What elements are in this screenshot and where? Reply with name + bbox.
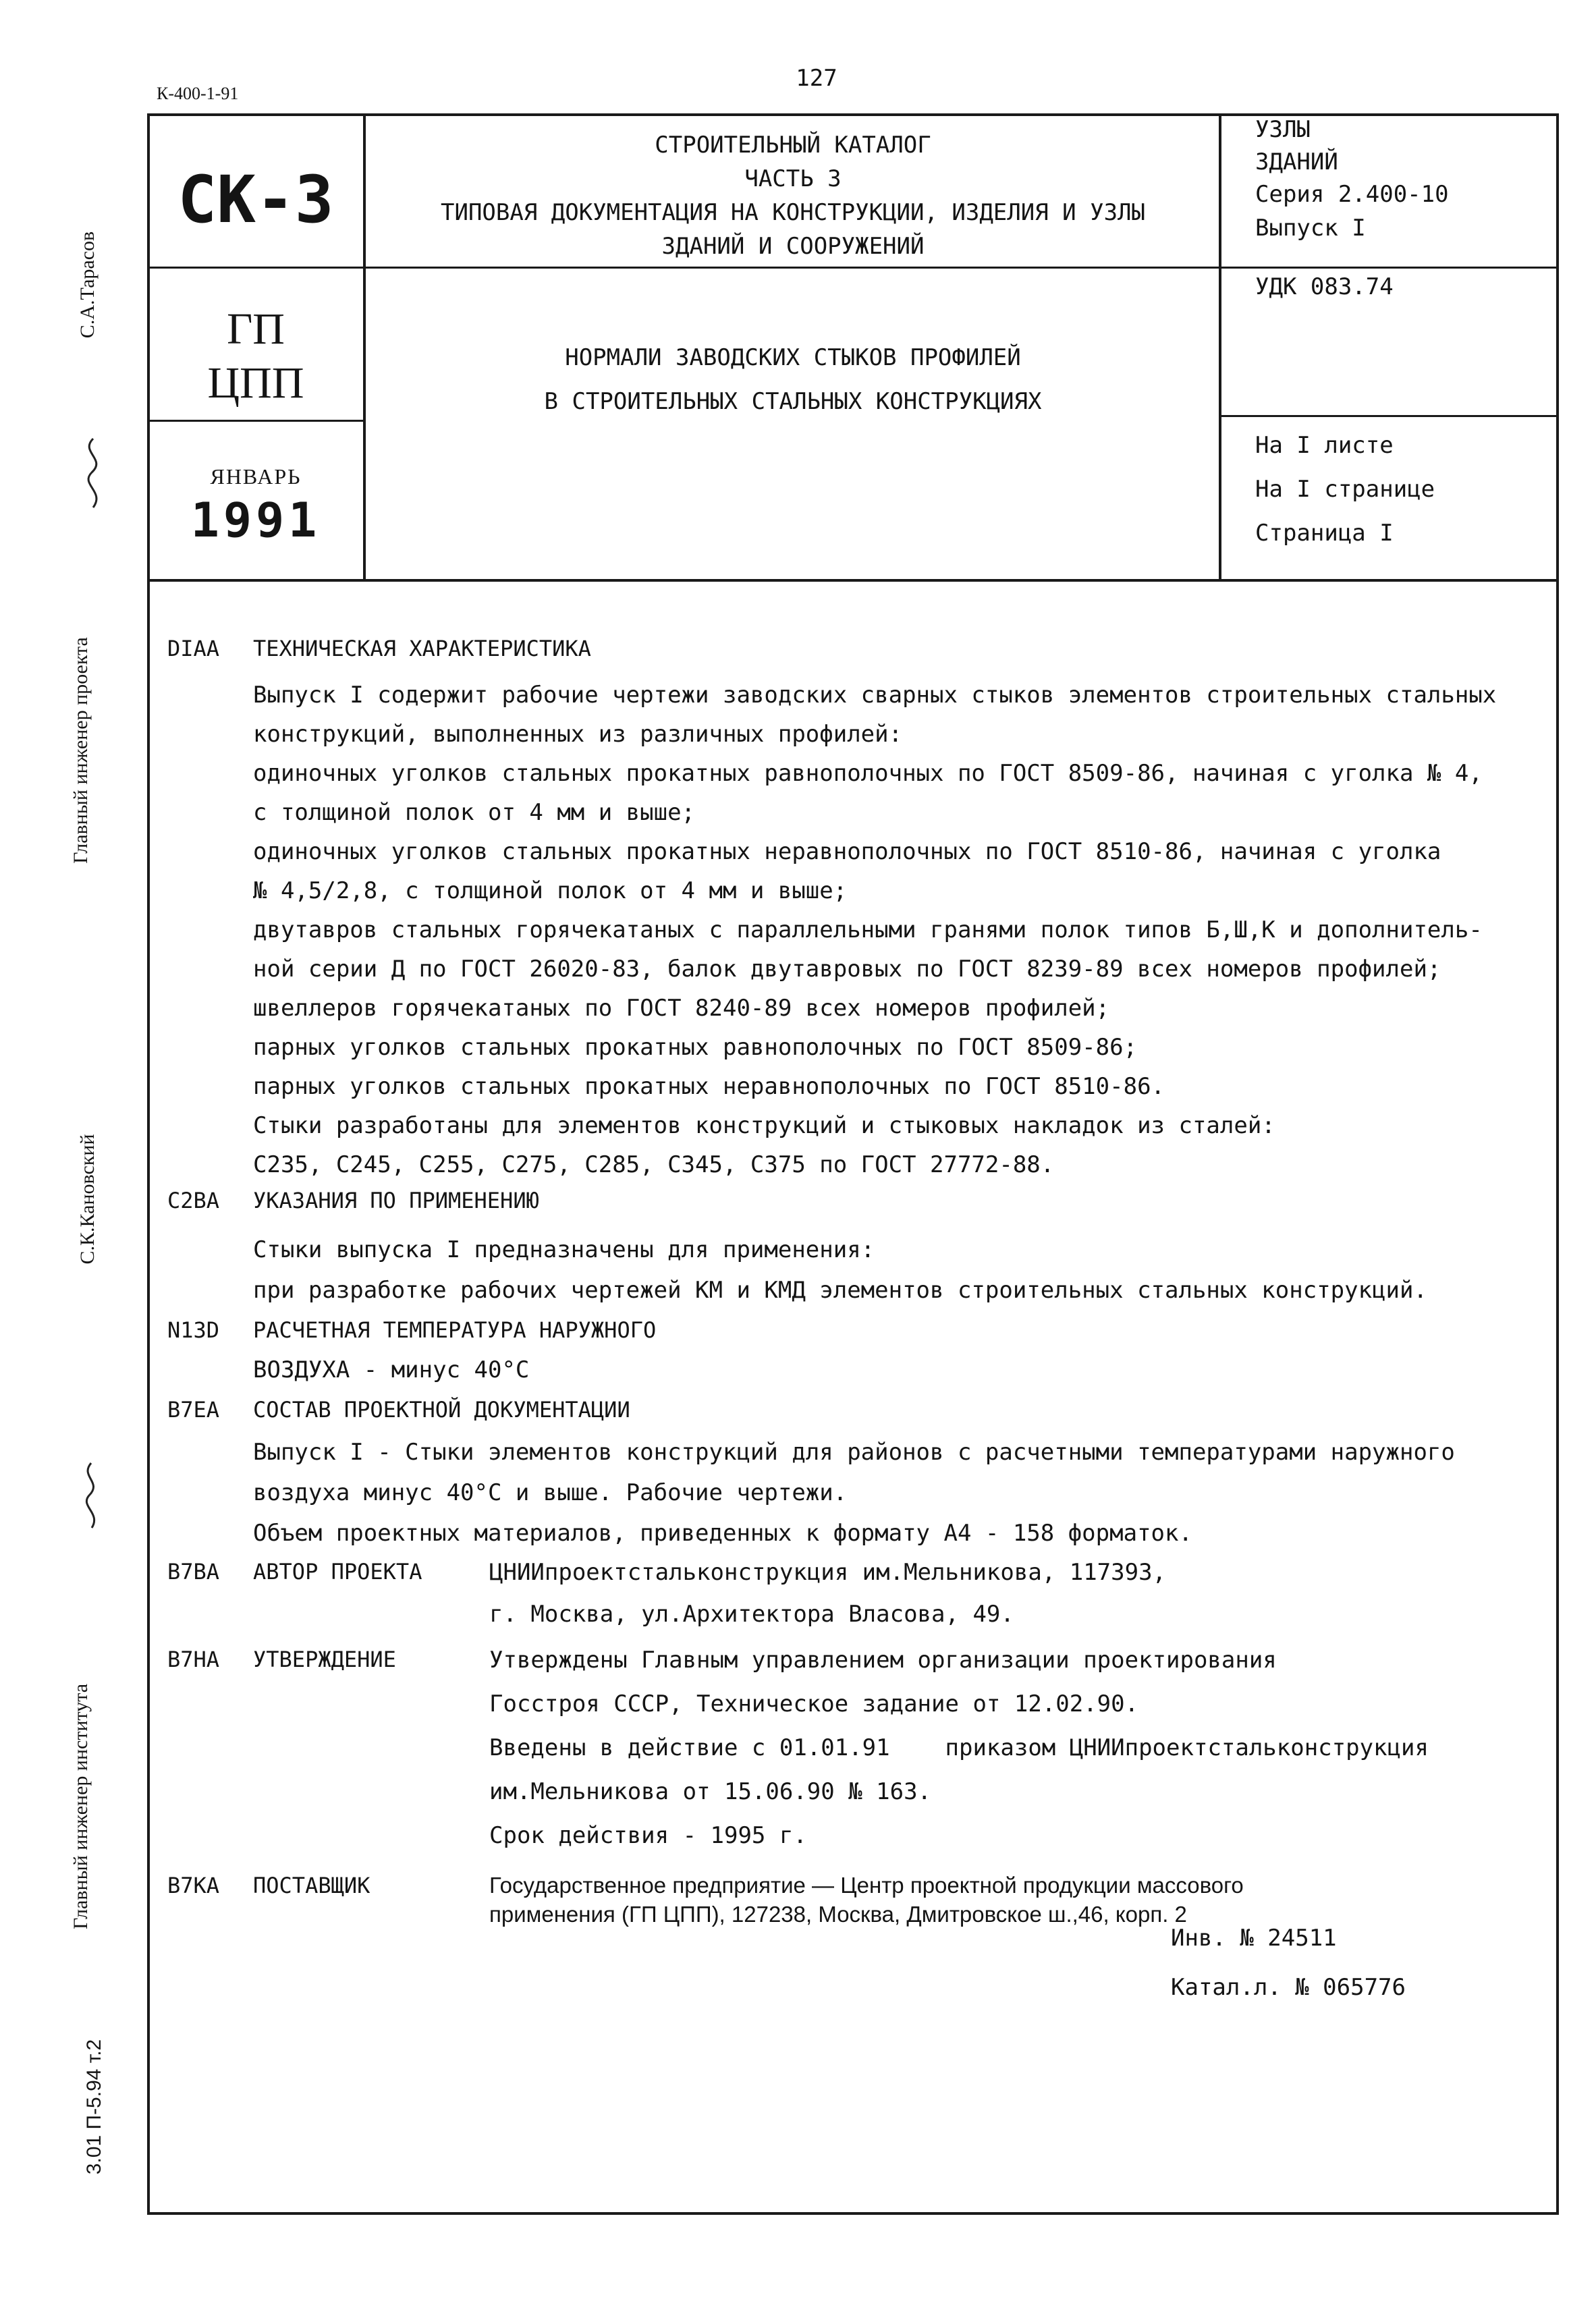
side-label-project-engineer: Главный инженер проекта xyxy=(70,637,92,864)
side-label-doc-number: 3.01 П-5.94 т.2 xyxy=(83,2039,105,2175)
catalog-line-2: ЧАСТЬ 3 xyxy=(744,165,842,192)
header-hline-1 xyxy=(147,267,1559,269)
side-label-institute-engineer: Главный инженер института xyxy=(70,1683,92,1930)
header-vline-1 xyxy=(363,113,366,580)
frame-top xyxy=(147,113,1559,116)
sk-code: СК-3 xyxy=(177,162,334,238)
tech-line: Стыки разработаны для элементов конструкций и стыковых накладок из сталей: xyxy=(253,1112,1275,1139)
frame-right xyxy=(1556,113,1559,2215)
temp-value: ВОЗДУХА - минус 40°С xyxy=(253,1356,530,1383)
tech-line: швеллеров горячекатаных по ГОСТ 8240-89 всех номеров профилей; xyxy=(253,995,1110,1022)
sheet-line-1: На I листе xyxy=(1255,432,1394,459)
header-hline-2-left xyxy=(147,420,364,422)
side-label-engineer-name: С.А.Тарасов xyxy=(76,231,99,339)
right-top-line-1: УЗЛЫ xyxy=(1255,116,1311,143)
section-heading-approval: УТВЕРЖДЕНИЕ xyxy=(253,1647,396,1672)
org-line-1: ГП xyxy=(227,304,285,354)
docs-line: воздуха минус 40°С и выше. Рабочие чертежи. xyxy=(253,1479,848,1506)
inventory-number: Инв. № 24511 xyxy=(1171,1925,1337,1952)
catalog-number: Катал.л. № 065776 xyxy=(1171,1974,1406,2001)
section-code-author: B7BA xyxy=(167,1559,220,1585)
right-top-line-2: ЗДАНИЙ xyxy=(1255,148,1338,175)
sheet-line-2: На I странице xyxy=(1255,476,1435,503)
section-heading-usage: УКАЗАНИЯ ПО ПРИМЕНЕНИЮ xyxy=(253,1188,539,1213)
tech-line: парных уголков стальных прокатных равнополочных по ГОСТ 8509-86; xyxy=(253,1034,1138,1061)
signature-1 xyxy=(73,432,113,513)
tech-line: конструкций, выполненных из различных профилей: xyxy=(253,721,903,748)
catalog-line-1: СТРОИТЕЛЬНЫЙ КАТАЛОГ xyxy=(655,132,931,159)
tech-line: № 4,5/2,8, с толщиной полок от 4 мм и выше; xyxy=(253,877,848,904)
section-code-approval: B7HA xyxy=(167,1647,220,1672)
author-line: ЦНИИпроектстальконструкция им.Мельникова, 117393, xyxy=(489,1559,1167,1586)
section-heading-author: АВТОР ПРОЕКТА xyxy=(253,1559,422,1585)
header-vline-2 xyxy=(1219,113,1221,580)
usage-line: при разработке рабочих чертежей КМ и КМД элементов строительных стальных конструкций. xyxy=(253,1277,1427,1304)
section-heading-docs: СОСТАВ ПРОЕКТНОЙ ДОКУМЕНТАЦИИ xyxy=(253,1397,630,1423)
author-line: г. Москва, ул.Архитектора Власова, 49. xyxy=(489,1601,1014,1628)
org-line-2: ЦПП xyxy=(207,358,304,408)
frame-bottom xyxy=(147,2212,1559,2215)
side-label-kanovsky: С.К.Кановский xyxy=(76,1134,99,1265)
month: ЯНВАРЬ xyxy=(210,464,302,489)
catalog-line-4: ЗДАНИЙ И СООРУЖЕНИЙ xyxy=(661,233,925,260)
tech-line: одиночных уголков стальных прокатных равнополочных по ГОСТ 8509-86, начиная с уголка № 4, xyxy=(253,760,1483,787)
docs-line: Выпуск I - Стыки элементов конструкций для районов с расчетными температурами наружного xyxy=(253,1439,1455,1466)
approval-line: Утверждены Главным управлением организации проектирования xyxy=(489,1647,1277,1674)
catalog-code: К-400-1-91 xyxy=(157,84,239,103)
title-line-1: НОРМАЛИ ЗАВОДСКИХ СТЫКОВ ПРОФИЛЕЙ xyxy=(565,344,1021,371)
header-bottom-border xyxy=(147,579,1559,582)
approval-line: им.Мельникова от 15.06.90 № 163. xyxy=(489,1778,932,1805)
tech-line: одиночных уголков стальных прокатных неравнополочных по ГОСТ 8510-86, начиная с уголка xyxy=(253,838,1441,865)
signature-2 xyxy=(74,1458,108,1532)
section-code-supplier: B7KA xyxy=(167,1873,220,1898)
section-heading-tech: ТЕХНИЧЕСКАЯ ХАРАКТЕРИСТИКА xyxy=(253,636,591,661)
tech-line: С235, С245, С255, С275, С285, С345, С375 по ГОСТ 27772-88. xyxy=(253,1151,1055,1178)
tech-line: двутавров стальных горячекатаных с параллельными гранями полок типов Б,Ш,К и дополнитель- xyxy=(253,916,1483,943)
page-number: 127 xyxy=(796,65,837,92)
section-code-usage: C2BA xyxy=(167,1188,220,1213)
right-top-line-3: Серия 2.400-10 xyxy=(1255,181,1449,208)
sheet-line-3: Страница I xyxy=(1255,520,1394,547)
supplier-line: Государственное предприятие — Центр проектной продукции массового xyxy=(489,1873,1244,1898)
section-code-tech: DIAA xyxy=(167,636,220,661)
tech-line: Выпуск I содержит рабочие чертежи заводских сварных стыков элементов строительных стальных xyxy=(253,682,1497,709)
usage-line: Стыки выпуска I предназначены для применения: xyxy=(253,1236,875,1263)
approval-line: Срок действия - 1995 г. xyxy=(489,1822,807,1849)
section-heading-temp: РАСЧЕТНАЯ ТЕМПЕРАТУРА НАРУЖНОГО xyxy=(253,1317,657,1343)
section-code-docs: B7EA xyxy=(167,1397,220,1423)
tech-line: парных уголков стальных прокатных неравнополочных по ГОСТ 8510-86. xyxy=(253,1073,1165,1100)
title-line-2: В СТРОИТЕЛЬНЫХ СТАЛЬНЫХ КОНСТРУКЦИЯХ xyxy=(544,388,1042,415)
tech-line: ной серии Д по ГОСТ 26020-83, балок двутавровых по ГОСТ 8239-89 всех номеров профилей; xyxy=(253,956,1441,983)
tech-line: с толщиной полок от 4 мм и выше; xyxy=(253,799,696,826)
approval-line: Госстроя СССР, Техническое задание от 12.02.90. xyxy=(489,1690,1139,1717)
supplier-line: применения (ГП ЦПП), 127238, Москва, Дмитровское ш.,46, корп. 2 xyxy=(489,1902,1187,1927)
right-top-line-4: Выпуск I xyxy=(1255,215,1366,242)
section-heading-supplier: ПОСТАВЩИК xyxy=(253,1873,370,1898)
docs-line: Объем проектных материалов, приведенных к формату А4 - 158 форматок. xyxy=(253,1520,1192,1547)
catalog-line-3: ТИПОВАЯ ДОКУМЕНТАЦИЯ НА КОНСТРУКЦИИ, ИЗДЕЛИЯ И УЗЛЫ xyxy=(441,199,1145,226)
year: 1991 xyxy=(190,493,321,548)
frame-left xyxy=(147,113,150,2215)
section-code-temp: N13D xyxy=(167,1317,220,1343)
approval-line: Введены в действие с 01.01.91 приказом ЦНИИпроектстальконструкция xyxy=(489,1734,1429,1761)
udk: УДК 083.74 xyxy=(1255,273,1394,300)
header-hline-2-right xyxy=(1219,415,1559,417)
